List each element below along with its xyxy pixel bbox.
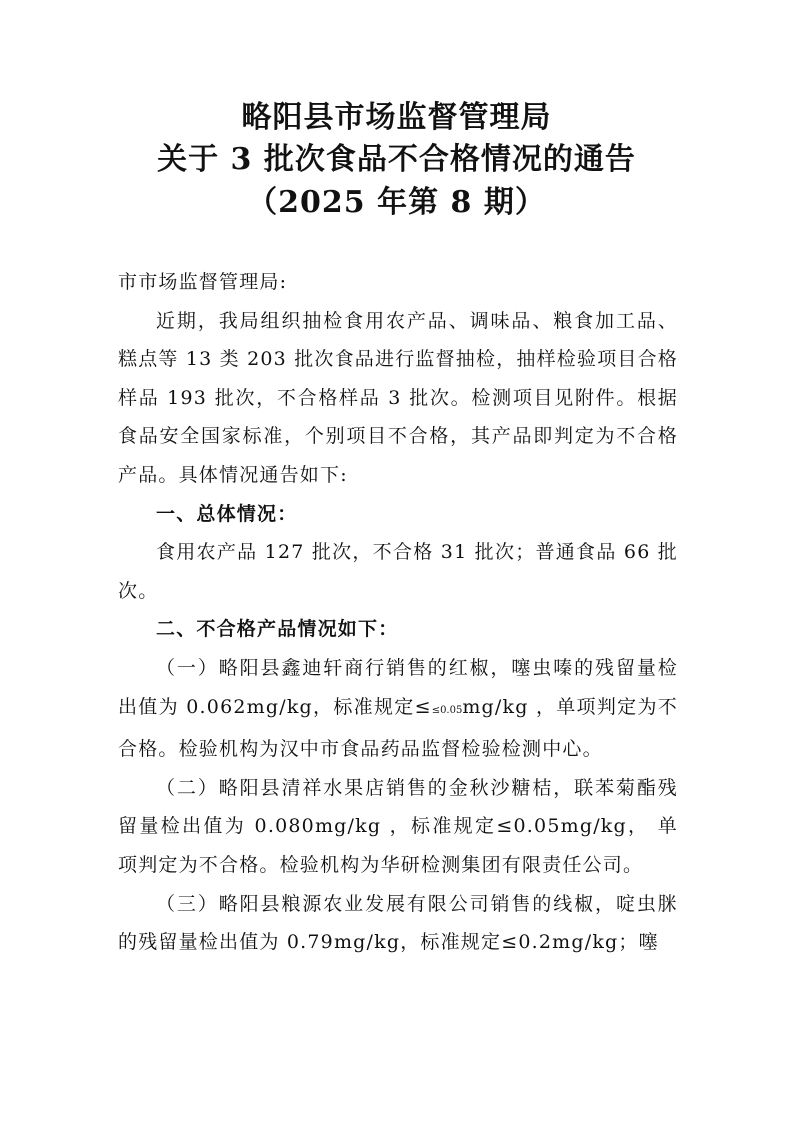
section-1-text: 食用农产品 127 批次，不合格 31 批次；普通食品 66 批次。 <box>118 541 678 602</box>
item-1-paragraph <box>118 649 678 769</box>
item-1-text-a: （一）略阳县鑫迪轩商行销售的红椒，噻虫嗪的残留量检出值为 0.062mg/kg，标准规定≤ <box>118 656 678 718</box>
salutation: 市市场监督管理局: <box>118 271 288 293</box>
section-2-heading: 二、不合格产品情况如下： <box>156 618 399 641</box>
item-1-text-b: mg/kg ，单项判定为不合格。检验机构为汉中市食品药品监督检验检测中心。 <box>118 695 678 761</box>
document-body <box>118 263 678 962</box>
item-1-small-text: ≤0.05 <box>431 704 463 716</box>
section-1-heading: 一、总体情况： <box>156 502 298 525</box>
intro-paragraph: 近期，我局组织抽检食用农产品、调味品、粮食加工品、糕点等 13 类 203 批次食品进行监督抽检，抽样检验项目合格样品 193 批次，不合格样品 3 批次。检测项目见附件。根据食品安全国家标准，个别项目不合格，其产品即判定为不合格产品。具体情况通告如下: <box>118 309 679 486</box>
title-line-3: （2025 年第 8 期） <box>247 185 546 220</box>
title-line-1: 略阳县市场监督管理局 <box>241 100 552 135</box>
item-2-paragraph: （二）略阳县清祥水果店销售的金秋沙糖桔，联苯菊酯残留量检出值为 0.080mg/kg ，标准规定≤0.05mg/kg， 单项判定为不合格。检验机构为华研检测集团有限责任公司。 <box>118 776 678 876</box>
item-3-paragraph: （三）略阳县粮源农业发展有限公司销售的线椒，啶虫脒的残留量检出值为 0.79mg/kg，标准规定≤0.2mg/kg；噻 <box>118 892 678 954</box>
title-line-2: 关于 3 批次食品不合格情况的通告 <box>157 142 636 177</box>
